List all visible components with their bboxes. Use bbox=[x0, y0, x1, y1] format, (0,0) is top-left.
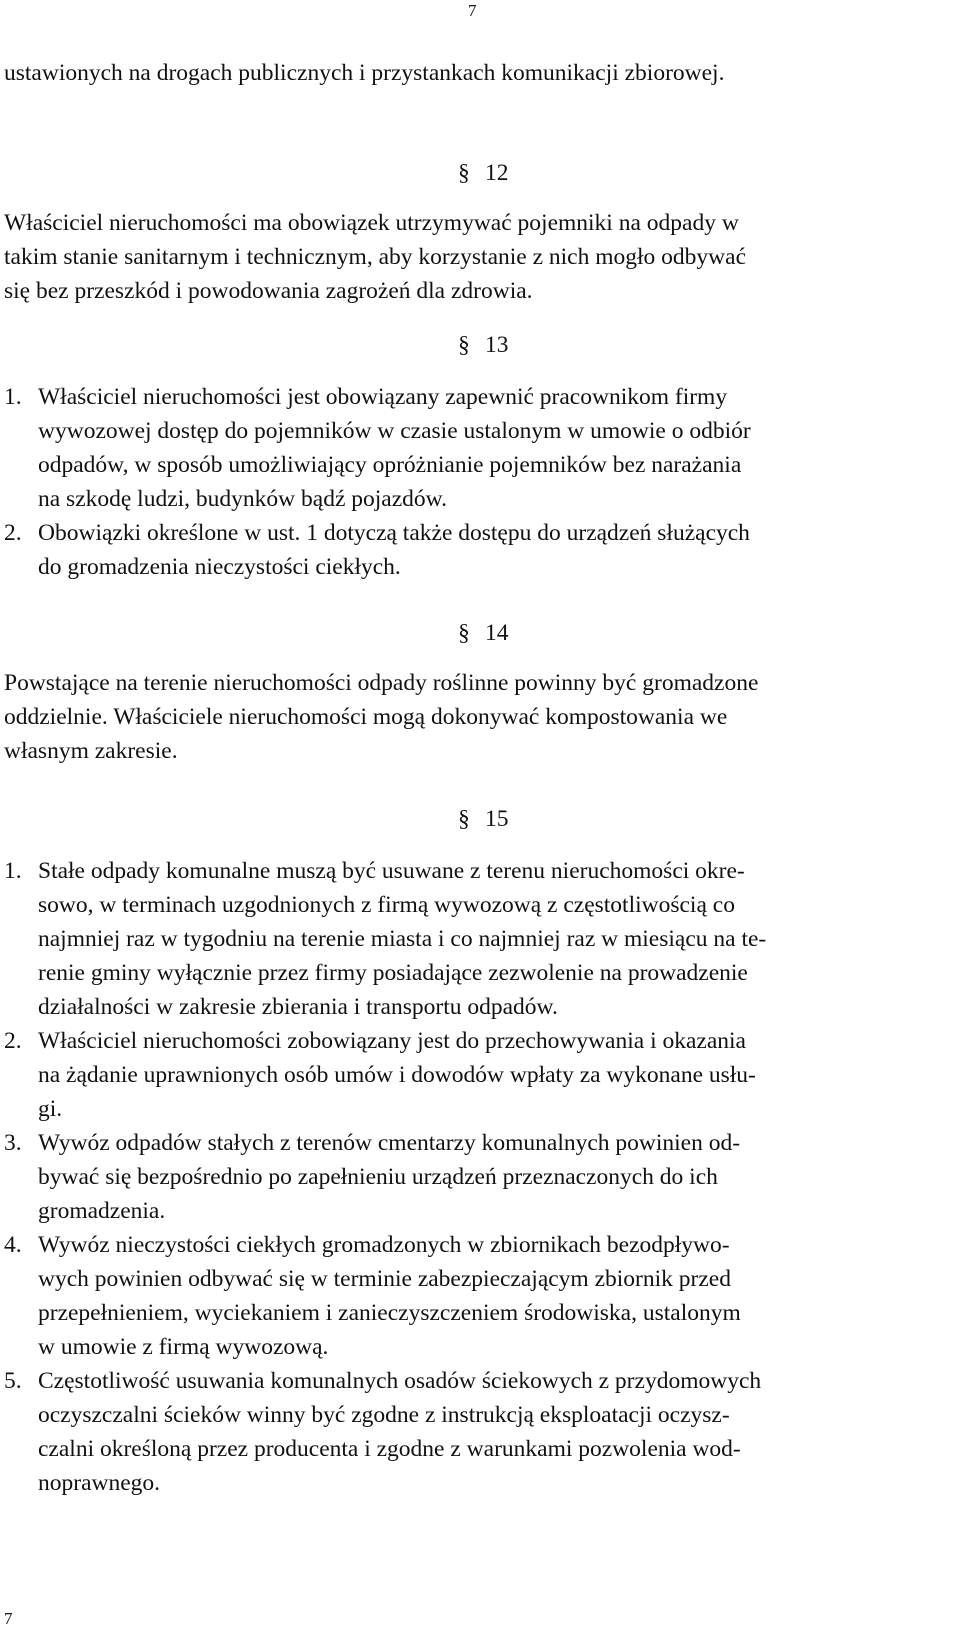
text-line: sowo, w terminach uzgodnionych z firmą wywozową z częstotliwością co bbox=[38, 892, 735, 918]
text-line: odpadów, w sposób umożliwiający opróżnianie pojemników bez narażania bbox=[38, 452, 742, 478]
text-line: na szkodę ludzi, budynków bądź pojazdów. bbox=[38, 486, 447, 512]
list-item bbox=[4, 1126, 956, 1228]
section-13-list bbox=[4, 380, 956, 584]
item-number: 4. bbox=[4, 1232, 22, 1258]
text-line: własnym zakresie. bbox=[4, 738, 178, 764]
text-line: Właściciel nieruchomości ma obowiązek utrzymywać pojemniki na odpady w bbox=[4, 210, 739, 236]
text-line: czalni określoną przez producenta i zgodne z warunkami pozwolenia wod- bbox=[38, 1436, 741, 1462]
text-line: w umowie z firmą wywozową. bbox=[38, 1334, 329, 1360]
list-item bbox=[4, 1228, 956, 1364]
section-number: 14 bbox=[485, 620, 509, 646]
section-number: 12 bbox=[485, 160, 509, 186]
page-number-top: 7 bbox=[468, 1, 477, 20]
section-symbol: § bbox=[458, 160, 470, 186]
section-heading-15 bbox=[458, 802, 956, 836]
text-line: Wywóz nieczystości ciekłych gromadzonych w zbiornikach bezodpływo- bbox=[38, 1232, 730, 1258]
text-line: się bez przeszkód i powodowania zagrożeń dla zdrowia. bbox=[4, 278, 533, 304]
section-14-text bbox=[4, 666, 956, 768]
text-line: gromadzenia. bbox=[38, 1198, 166, 1224]
section-number: 15 bbox=[485, 806, 509, 832]
text-line: Obowiązki określone w ust. 1 dotyczą także dostępu do urządzeń służących bbox=[38, 520, 750, 546]
text-line: najmniej raz w tygodniu na terenie miasta i co najmniej raz w miesiącu na te- bbox=[38, 926, 767, 952]
text-line: renie gminy wyłącznie przez firmy posiadające zezwolenie na prowadzenie bbox=[38, 960, 748, 986]
section-heading-14 bbox=[458, 616, 956, 650]
text-line: Stałe odpady komunalne muszą być usuwane z terenu nieruchomości okre- bbox=[38, 858, 745, 884]
text-line: do gromadzenia nieczystości ciekłych. bbox=[38, 554, 401, 580]
list-item bbox=[4, 1024, 956, 1126]
text-line: wywozowej dostęp do pojemników w czasie ustalonym w umowie o odbiór bbox=[38, 418, 751, 444]
item-number: 5. bbox=[4, 1368, 22, 1394]
text-line: noprawnego. bbox=[38, 1470, 161, 1496]
text-line: wych powinien odbywać się w terminie zabezpieczającym zbiornik przed bbox=[38, 1266, 731, 1292]
item-number: 3. bbox=[4, 1130, 22, 1156]
document-body bbox=[4, 56, 956, 1500]
text-line: działalności w zakresie zbierania i transportu odpadów. bbox=[38, 994, 558, 1020]
section-heading-12 bbox=[458, 156, 956, 190]
section-15-list bbox=[4, 854, 956, 1500]
list-item bbox=[4, 854, 956, 1024]
section-12-text bbox=[4, 206, 956, 308]
section-symbol: § bbox=[458, 806, 470, 832]
text-line: oddzielnie. Właściciele nieruchomości mogą dokonywać kompostowania we bbox=[4, 704, 728, 730]
list-item bbox=[4, 516, 956, 584]
item-number: 2. bbox=[4, 1028, 22, 1054]
item-number: 2. bbox=[4, 520, 22, 546]
list-item bbox=[4, 1364, 956, 1500]
item-number: 1. bbox=[4, 384, 22, 410]
intro-line: ustawionych na drogach publicznych i przystankach komunikacji zbiorowej. bbox=[4, 60, 725, 86]
text-line: gi. bbox=[38, 1096, 63, 1122]
section-number: 13 bbox=[485, 332, 509, 358]
text-line: przepełnieniem, wyciekaniem i zanieczyszczeniem środowiska, ustalonym bbox=[38, 1300, 741, 1326]
text-line: bywać się bezpośrednio po zapełnieniu urządzeń przeznaczonych do ich bbox=[38, 1164, 718, 1190]
section-symbol: § bbox=[458, 620, 470, 646]
text-line: Właściciel nieruchomości zobowiązany jest do przechowywania i okazania bbox=[38, 1028, 746, 1054]
section-heading-13 bbox=[458, 328, 956, 362]
text-line: na żądanie uprawnionych osób umów i dowodów wpłaty za wykonane usłu- bbox=[38, 1062, 756, 1088]
text-line: oczyszczalni ścieków winny być zgodne z instrukcją eksploatacji oczysz- bbox=[38, 1402, 730, 1428]
text-line: Częstotliwość usuwania komunalnych osadów ściekowych z przydomowych bbox=[38, 1368, 762, 1394]
section-symbol: § bbox=[458, 332, 470, 358]
page-number-bottom: 7 bbox=[4, 1609, 13, 1628]
list-item bbox=[4, 380, 956, 516]
text-line: Powstające na terenie nieruchomości odpady roślinne powinny być gromadzone bbox=[4, 670, 759, 696]
text-line: Wywóz odpadów stałych z terenów cmentarzy komunalnych powinien od- bbox=[38, 1130, 741, 1156]
text-line: takim stanie sanitarnym i technicznym, aby korzystanie z nich mogło odbywać bbox=[4, 244, 746, 270]
text-line: Właściciel nieruchomości jest obowiązany zapewnić pracownikom firmy bbox=[38, 384, 728, 410]
item-number: 1. bbox=[4, 858, 22, 884]
